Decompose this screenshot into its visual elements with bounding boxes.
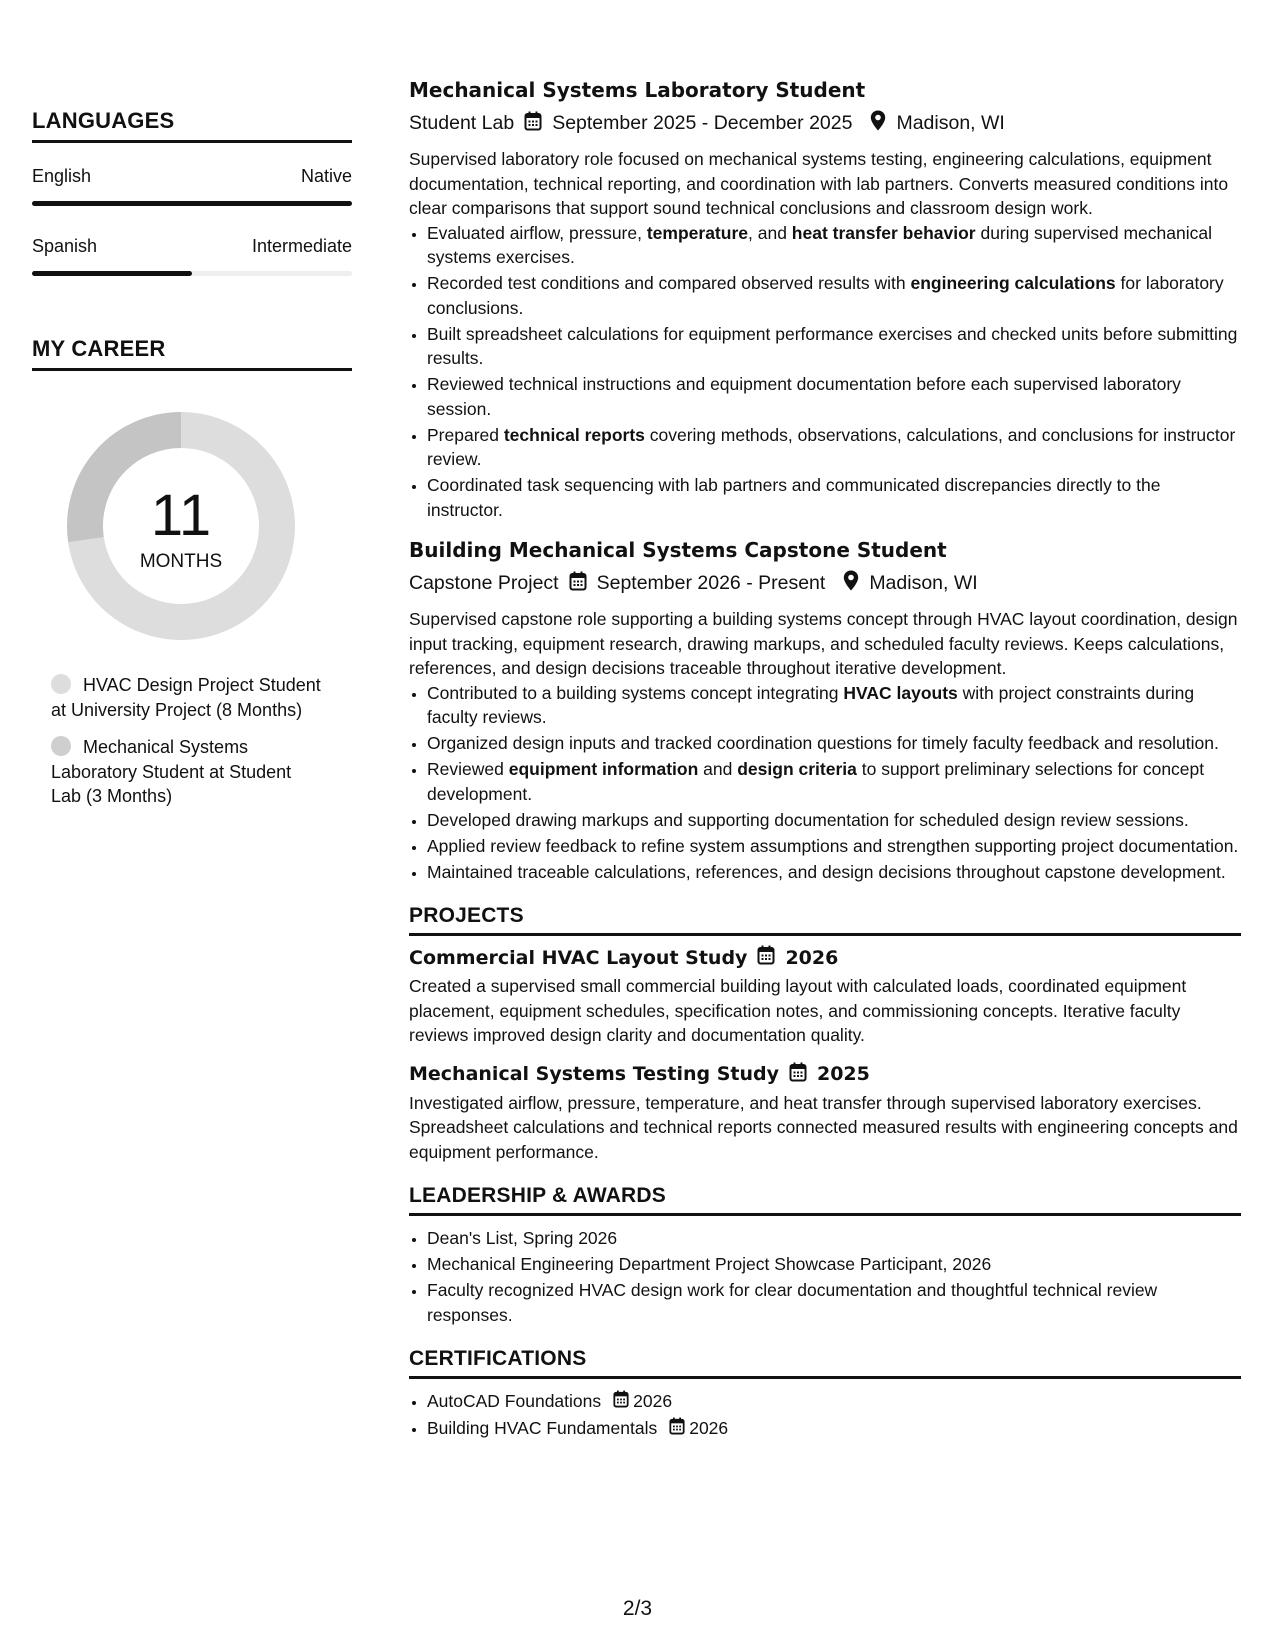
job-bullets bbox=[409, 681, 1241, 885]
project-description: Created a supervised small commercial building layout with calculated loads, coordinated equipment placement, equipment schedules, specification notes, and commissioning concepts. Iterative faculty reviews improved design clarity and documentation quality. bbox=[409, 976, 1187, 1045]
career-heading: MY CAREER bbox=[32, 336, 352, 371]
project-title-row bbox=[409, 945, 1241, 970]
legend-label: Mechanical Systems Laboratory Student at Student Lab (3 Months) bbox=[51, 737, 292, 806]
job-dates: September 2026 - Present bbox=[596, 572, 826, 594]
project-year: 2025 bbox=[816, 1063, 870, 1085]
job-organization: Student Lab bbox=[409, 112, 515, 134]
career-legend-item bbox=[51, 673, 321, 722]
emphasis: HVAC layouts bbox=[843, 682, 958, 703]
language-level: Native bbox=[300, 166, 352, 186]
job-bullet: • Reviewed technical instructions and equipment documentation before each supervised laboratory session. bbox=[427, 372, 1241, 421]
project-year: 2026 bbox=[785, 946, 839, 969]
career-legend-item bbox=[51, 735, 321, 809]
languages-section bbox=[32, 108, 352, 276]
job-location: Madison, WI bbox=[869, 572, 978, 594]
job-organization: Capstone Project bbox=[409, 572, 559, 594]
job-dates: September 2025 - December 2025 bbox=[552, 112, 853, 134]
language-proficiency-bar bbox=[32, 201, 352, 206]
calendar-icon bbox=[789, 1062, 807, 1087]
award-item: • Mechanical Engineering Department Project Showcase Participant, 2026 bbox=[427, 1252, 1241, 1277]
location-pin-icon bbox=[843, 570, 859, 597]
job-meta bbox=[409, 110, 1241, 137]
main-content bbox=[409, 78, 1241, 1443]
emphasis: equipment information bbox=[508, 759, 699, 779]
donut-center bbox=[66, 411, 296, 573]
certification-year: 2026 bbox=[689, 1418, 729, 1439]
legend-dot-icon bbox=[51, 674, 71, 694]
career-total-unit: MONTHS bbox=[139, 551, 223, 572]
legend-dot-icon bbox=[51, 736, 71, 756]
language-row bbox=[32, 166, 352, 187]
emphasis: temperature bbox=[646, 222, 748, 243]
calendar-icon bbox=[524, 111, 542, 137]
calendar-icon bbox=[569, 571, 587, 597]
language-item bbox=[32, 166, 352, 206]
projects-section bbox=[409, 904, 1241, 1164]
projects-heading: PROJECTS bbox=[409, 904, 1241, 936]
languages-heading: LANGUAGES bbox=[32, 108, 352, 143]
calendar-icon bbox=[757, 945, 775, 970]
leadership-heading: LEADERSHIP & AWARDS bbox=[409, 1184, 1241, 1216]
experience-list bbox=[409, 78, 1241, 884]
certification-item bbox=[427, 1416, 1241, 1442]
project-entry bbox=[409, 1062, 1241, 1165]
calendar-icon bbox=[669, 1417, 685, 1442]
language-proficiency-fill bbox=[32, 201, 352, 206]
calendar-icon bbox=[613, 1390, 629, 1415]
certification-item bbox=[427, 1389, 1241, 1415]
experience-entry bbox=[409, 78, 1241, 522]
location-pin-icon bbox=[870, 110, 886, 137]
project-name: Commercial HVAC Layout Study bbox=[409, 946, 748, 969]
language-level: Intermediate bbox=[251, 236, 352, 256]
emphasis: technical reports bbox=[503, 424, 645, 445]
career-section bbox=[32, 336, 352, 809]
job-bullet: • Coordinated task sequencing with lab partners and communicated discrepancies directly to the instructor. bbox=[427, 473, 1241, 522]
project-title-row bbox=[409, 1062, 1241, 1087]
job-bullet: • Prepared technical reports covering methods, observations, calculations, and conclusions for instructor review. bbox=[427, 423, 1241, 472]
leadership-section bbox=[409, 1184, 1241, 1327]
career-total-months: 11 bbox=[150, 483, 212, 548]
certifications-list bbox=[409, 1389, 1241, 1442]
job-bullet: • Recorded test conditions and compared observed results with engineering calculations for laboratory conclusions. bbox=[427, 271, 1241, 320]
emphasis: engineering calculations bbox=[910, 273, 1116, 293]
emphasis: design criteria bbox=[737, 759, 857, 779]
certification-name: Building HVAC Fundamentals bbox=[427, 1418, 658, 1439]
job-bullet: • Organized design inputs and tracked coordination questions for timely faculty feedback and resolution. bbox=[427, 731, 1241, 756]
job-bullet: • Maintained traceable calculations, references, and design decisions throughout capstone development. bbox=[427, 860, 1241, 885]
language-proficiency-bar bbox=[32, 271, 352, 276]
career-legend bbox=[32, 673, 352, 809]
project-entry bbox=[409, 945, 1241, 1048]
job-bullet: • Reviewed equipment information and design criteria to support preliminary selections for concept development. bbox=[427, 757, 1241, 806]
award-item: • Faculty recognized HVAC design work for clear documentation and thoughtful technical review responses. bbox=[427, 1278, 1241, 1327]
emphasis: heat transfer behavior bbox=[791, 222, 976, 243]
job-location: Madison, WI bbox=[896, 112, 1005, 134]
language-item bbox=[32, 236, 352, 276]
job-meta bbox=[409, 570, 1241, 597]
job-bullets bbox=[409, 221, 1241, 523]
job-bullet: • Applied review feedback to refine system assumptions and strengthen supporting project documentation. bbox=[427, 834, 1241, 859]
experience-entry bbox=[409, 538, 1241, 884]
certifications-section bbox=[409, 1347, 1241, 1442]
project-description: Investigated airflow, pressure, temperature, and heat transfer through supervised laboratory exercises. Spreadsheet calculations and technical reports connected measured results with engineering concepts and equipment performance. bbox=[409, 1092, 1238, 1162]
job-title: Mechanical Systems Laboratory Student bbox=[409, 78, 866, 102]
job-bullet: • Built spreadsheet calculations for equipment performance exercises and checked units before submitting results. bbox=[427, 322, 1241, 371]
languages-list bbox=[32, 166, 352, 276]
page-number: 2/3 bbox=[622, 1597, 653, 1620]
job-summary: Supervised laboratory role focused on mechanical systems testing, engineering calculations, equipment documentation, technical reporting, and coordination with lab partners. Converts measured conditions into clear comparisons that support sound technical conclusions and classroom design work. bbox=[409, 149, 1229, 218]
certification-year: 2026 bbox=[633, 1391, 673, 1411]
job-bullet: • Developed drawing markups and supporting documentation for scheduled design review sessions. bbox=[427, 808, 1241, 833]
job-summary: Supervised capstone role supporting a building systems concept through HVAC layout coordination, design input tracking, equipment research, drawing markups, and scheduled faculty reviews. Keeps calculations, references, and design decisions traceable throughout iterative development. bbox=[409, 609, 1238, 678]
certifications-heading: CERTIFICATIONS bbox=[409, 1347, 1241, 1379]
language-row bbox=[32, 236, 352, 257]
job-bullet: • Evaluated airflow, pressure, temperature, and heat transfer behavior during supervised mechanical systems exercises. bbox=[427, 221, 1241, 270]
career-donut-chart bbox=[66, 411, 296, 641]
job-bullet: • Contributed to a building systems concept integrating HVAC layouts with project constraints during faculty reviews. bbox=[427, 681, 1241, 730]
job-title: Building Mechanical Systems Capstone Student bbox=[409, 538, 947, 562]
language-name: Spanish bbox=[32, 236, 98, 256]
project-name: Mechanical Systems Testing Study bbox=[409, 1063, 779, 1085]
certification-name: AutoCAD Foundations bbox=[427, 1391, 602, 1411]
projects-list bbox=[409, 945, 1241, 1164]
language-proficiency-fill bbox=[32, 271, 192, 276]
language-name: English bbox=[32, 166, 92, 186]
award-item: • Dean's List, Spring 2026 bbox=[427, 1226, 1241, 1251]
legend-label: HVAC Design Project Student at University Project (8 Months) bbox=[51, 675, 321, 720]
leadership-list bbox=[409, 1226, 1241, 1327]
